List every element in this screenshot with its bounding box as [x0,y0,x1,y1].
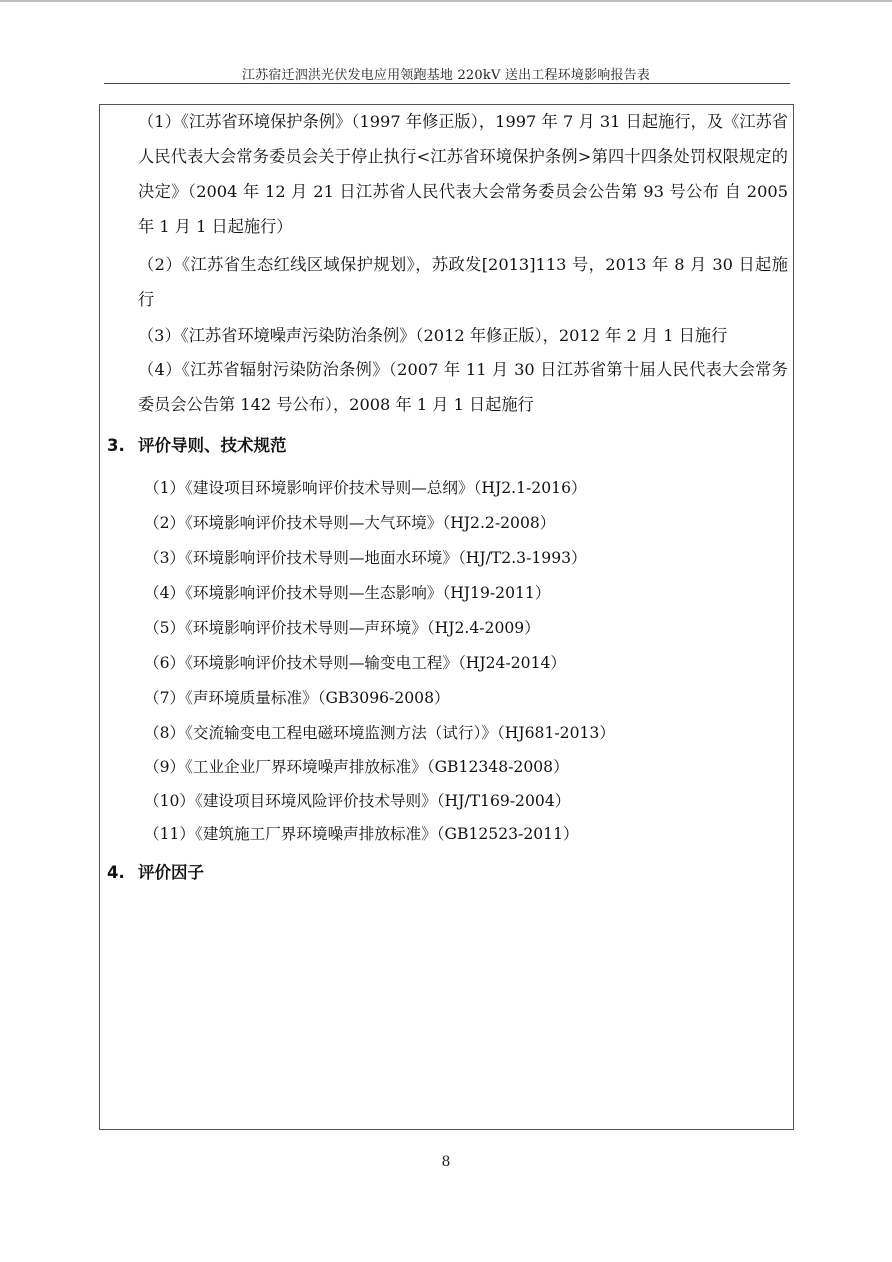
regulation-item-4: （4）《江苏省辐射污染防治条例》（2007 年 11 月 30 日江苏省第十届人民代表大会常务委员会公告第 142 号公布），2008 年 1 月 1 日起施行 [138,360,788,414]
section-3-number: 3. [107,436,125,455]
section-4-heading [107,862,204,884]
guideline-item: （5）《环境影响评价技术导则—声环境》（HJ2.4-2009） [144,619,540,637]
page-top-border [0,0,892,2]
regulation-item-2: （2）《江苏省生态红线区域保护规划》，苏政发[2013]113 号，2013 年 8 月 30 日起施行 [138,255,788,309]
guideline-item: （9）《工业企业厂界环境噪声排放标准》（GB12348-2008） [144,758,569,776]
header-divider [104,83,790,84]
regulation-item-3: （3）《江苏省环境噪声污染防治条例》（2012 年修正版），2012 年 2 月 1 日施行 [138,326,728,345]
guideline-item: （3）《环境影响评价技术导则—地面水环境》（HJ/T2.3-1993） [144,549,587,567]
guideline-item: （4）《环境影响评价技术导则—生态影响》（HJ19-2011） [144,584,551,602]
section-3-heading [107,435,287,457]
section-3-title: 评价导则、技术规范 [138,436,287,455]
regulation-item-1: （1）《江苏省环境保护条例》（1997 年修正版），1997 年 7 月 31 日起施行，及《江苏省人民代表大会常务委员会关于停止执行<江苏省环境保护条例>第四十四条处罚权限规定的决定》（2004 年 12 月 21 日江苏省人民代表大会常务委员会公告第 93 号公布 自 2005 年 1 月 1 日起施行） [138,112,788,236]
guideline-item: （1）《建设项目环境影响评价技术导则—总纲》（HJ2.1-2016） [144,479,587,497]
page-number: 8 [441,1154,451,1170]
section-4-title: 评价因子 [138,863,204,882]
section-4-number: 4. [107,863,125,882]
guideline-item: （11）《建筑施工厂界环境噪声排放标准》（GB12523-2011） [144,825,579,843]
document-header-title: 江苏宿迁泗洪光伏发电应用领跑基地 220kV 送出工程环境影响报告表 [241,68,651,83]
guideline-item: （10）《建设项目环境风险评价技术导则》（HJ/T169-2004） [144,792,571,810]
guideline-item: （2）《环境影响评价技术导则—大气环境》（HJ2.2-2008） [144,514,556,532]
guideline-item: （7）《声环境质量标准》（GB3096-2008） [144,689,450,707]
guideline-item: （8）《交流输变电工程电磁环境监测方法（试行）》（HJ681-2013） [144,724,615,742]
guideline-item: （6）《环境影响评价技术导则—输变电工程》（HJ24-2014） [144,654,567,672]
